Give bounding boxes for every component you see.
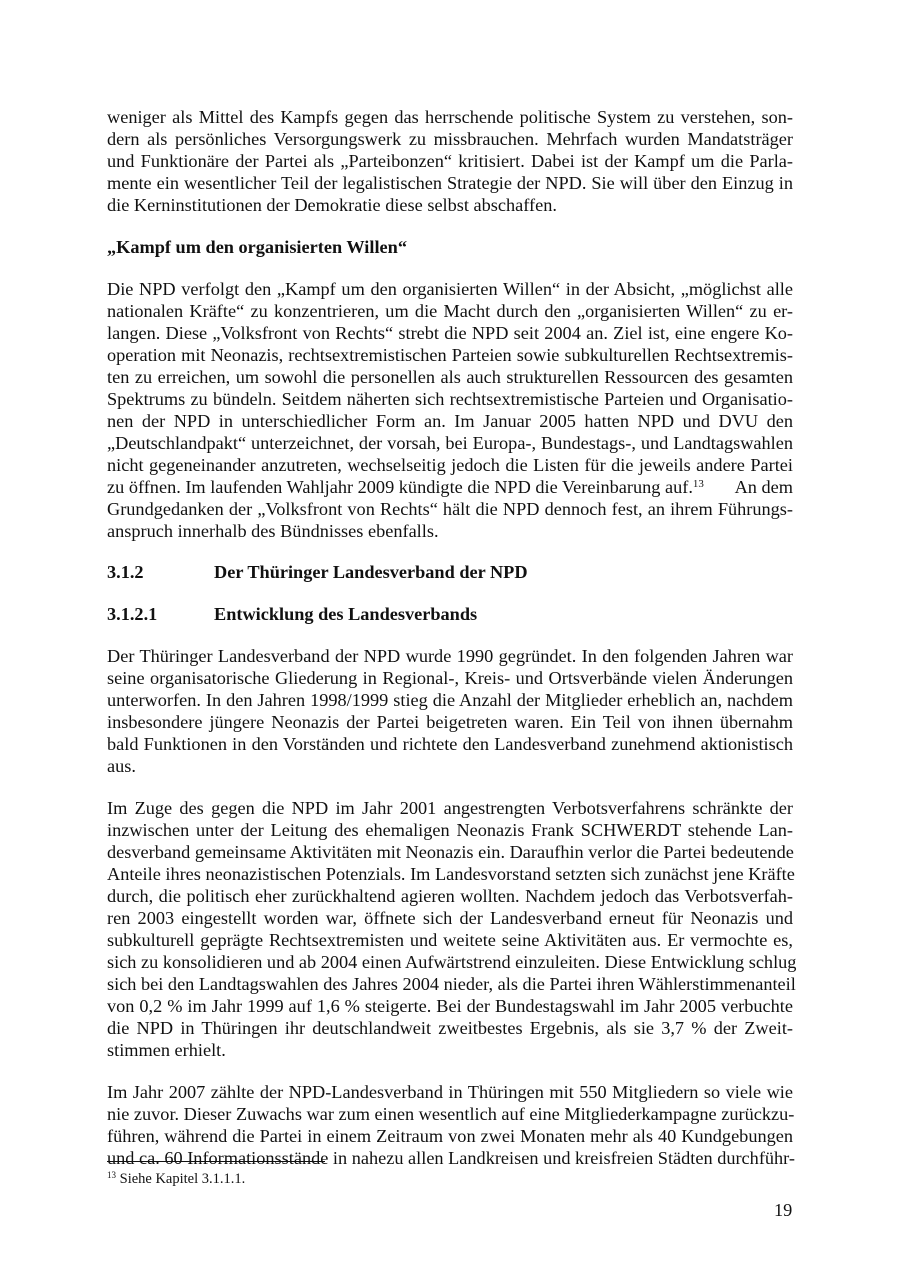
text-line: und Funktionäre der Partei als „Parteibonzen“ kritisiert. Dabei ist der Kampf um die Parla- — [107, 151, 793, 171]
text-line: Grundgedanken der „Volksfront von Rechts“ hält die NPD dennoch fest, an ihrem Führungs- — [107, 499, 793, 519]
text-line: Spektrums zu bündeln. Seitdem näherten sich rechtsextremistische Parteien und Organisatio- — [107, 389, 793, 409]
text-line: und ca. 60 Informationsstände in nahezu allen Landkreisen und kreisfreien Städten durchführ- — [107, 1148, 795, 1168]
text-line: subkulturell geprägte Rechtsextremisten und weitete seine Aktivitäten aus. Er vermochte es, — [107, 930, 793, 950]
text-line: von 0,2 % im Jahr 1999 auf 1,6 % steigerte. Bei der Bundestagswahl im Jahr 2005 verbuchte — [107, 996, 793, 1016]
text-line: seine organisatorische Gliederung in Regional-, Kreis- und Ortsverbände vielen Änderungen — [107, 668, 793, 688]
text-line: ren 2003 eingestellt worden war, öffnete sich der Landesverband erneut für Neonazis und — [107, 908, 793, 928]
text-line: Der Thüringer Landesverband der NPD wurde 1990 gegründet. In den folgenden Jahren war — [107, 646, 793, 666]
text-line: langen. Diese „Volksfront von Rechts“ strebt die NPD seit 2004 an. Ziel ist, eine engere Ko- — [107, 323, 793, 343]
text-line: insbesondere jüngere Neonazis der Partei beigetreten waren. Ein Teil von ihnen übernahm — [107, 712, 793, 732]
text-line: Anteile ihres neonazistischen Potenzials. Im Landesvorstand setzten sich zunächst jene Kräfte — [107, 864, 795, 884]
text-line: nen der NPD in unterschiedlicher Form an. Im Januar 2005 hatten NPD und DVU den — [107, 411, 793, 431]
footnote-divider — [107, 1161, 325, 1162]
footnote-text: Siehe Kapitel 3.1.1.1. — [116, 1171, 246, 1187]
text-line: führen, während die Partei in einem Zeitraum von zwei Monaten mehr als 40 Kundgebungen — [107, 1126, 793, 1146]
text-line: durch, die politisch eher zurückhaltend agieren wollten. Nachdem jedoch das Verbotsverfah- — [107, 886, 793, 906]
section-number: 3.1.2 — [107, 562, 144, 582]
text-line: nie zuvor. Dieser Zuwachs war zum einen wesentlich auf eine Mitgliederkampagne zurückzu- — [107, 1104, 795, 1124]
text-line: nationalen Kräfte“ zu konzentrieren, um die Macht durch den „organisierten Willen“ zu er- — [107, 301, 793, 321]
text-line-with-footnote — [107, 476, 793, 498]
text-line: die NPD in Thüringen ihr deutschlandweit zweitbestes Ergebnis, als sie 3,7 % der Zweit- — [107, 1018, 793, 1038]
text-line: bald Funktionen in den Vorständen und richtete den Landesverband zunehmend aktionistisch — [107, 734, 793, 754]
text-line: inzwischen unter der Leitung des ehemaligen Neonazis Frank SCHWERDT stehende Lan- — [107, 820, 793, 840]
text-line: ten zu erreichen, um sowohl die personellen als auch strukturellen Ressourcen des gesamten — [107, 367, 793, 387]
text-line: operation mit Neonazis, rechtsextremistischen Parteien sowie subkulturellen Rechtsextremis- — [107, 345, 793, 365]
text-line: dern als persönliches Versorgungswerk zu missbrauchen. Mehrfach wurden Mandatsträger — [107, 129, 793, 149]
text-line: anspruch innerhalb des Bündnisses ebenfalls. — [107, 521, 439, 541]
text-after-footnote: An dem — [734, 477, 793, 497]
footnote — [107, 1170, 245, 1188]
text-line: mente ein wesentlicher Teil der legalistischen Strategie der NPD. Sie will über den Einzug in — [107, 173, 793, 193]
text-line: Die NPD verfolgt den „Kampf um den organisierten Willen“ in der Absicht, „möglichst alle — [107, 279, 793, 299]
footnote-mark: 13 — [107, 1170, 116, 1180]
text-line: nicht gegeneinander anzutreten, wechselseitig jedoch die Listen für die jeweils andere Partei — [107, 455, 793, 475]
text-line: Im Jahr 2007 zählte der NPD-Landesverband in Thüringen mit 550 Mitgliedern so viele wie — [107, 1082, 793, 1102]
section-number: 3.1.2.1 — [107, 604, 158, 624]
text-line: Im Zuge des gegen die NPD im Jahr 2001 angestrengten Verbotsverfahrens schränkte der — [107, 798, 793, 818]
text-line: sich bei den Landtagswahlen des Jahres 2004 nieder, als die Partei ihren Wählerstimmenanteil — [107, 974, 796, 994]
text-line: „Deutschlandpakt“ unterzeichnet, der vorsah, bei Europa-, Bundestags-, und Landtagswahlen — [107, 433, 793, 453]
text-line: unterworfen. In den Jahren 1998/1999 stieg die Anzahl der Mitglieder erheblich an, nachdem — [107, 690, 793, 710]
subheading: „Kampf um den organisierten Willen“ — [107, 237, 407, 257]
section-heading — [107, 561, 793, 583]
text-line: desverband gemeinsame Aktivitäten mit Neonazis ein. Daraufhin verlor die Partei bedeutende — [107, 842, 794, 862]
section-heading — [107, 603, 793, 625]
text-before-footnote: zu öffnen. Im laufenden Wahljahr 2009 kündigte die NPD die Vereinbarung auf. — [107, 477, 693, 497]
text-line: sich zu konsolidieren und ab 2004 einen Aufwärtstrend einzuleiten. Diese Entwicklung schlug — [107, 952, 797, 972]
text-segment — [107, 476, 704, 498]
page-number: 19 — [774, 1200, 793, 1220]
text-line: die Kerninstitutionen der Demokratie diese selbst abschaffen. — [107, 195, 557, 215]
section-title: Entwicklung des Landesverbands — [214, 604, 478, 624]
text-line: aus. — [107, 756, 136, 776]
text-line: weniger als Mittel des Kampfs gegen das herrschende politische System zu verstehen, son- — [107, 107, 793, 127]
section-title: Der Thüringer Landesverband der NPD — [214, 562, 528, 582]
text-line: stimmen erhielt. — [107, 1040, 226, 1060]
footnote-reference[interactable]: 13 — [692, 478, 704, 490]
